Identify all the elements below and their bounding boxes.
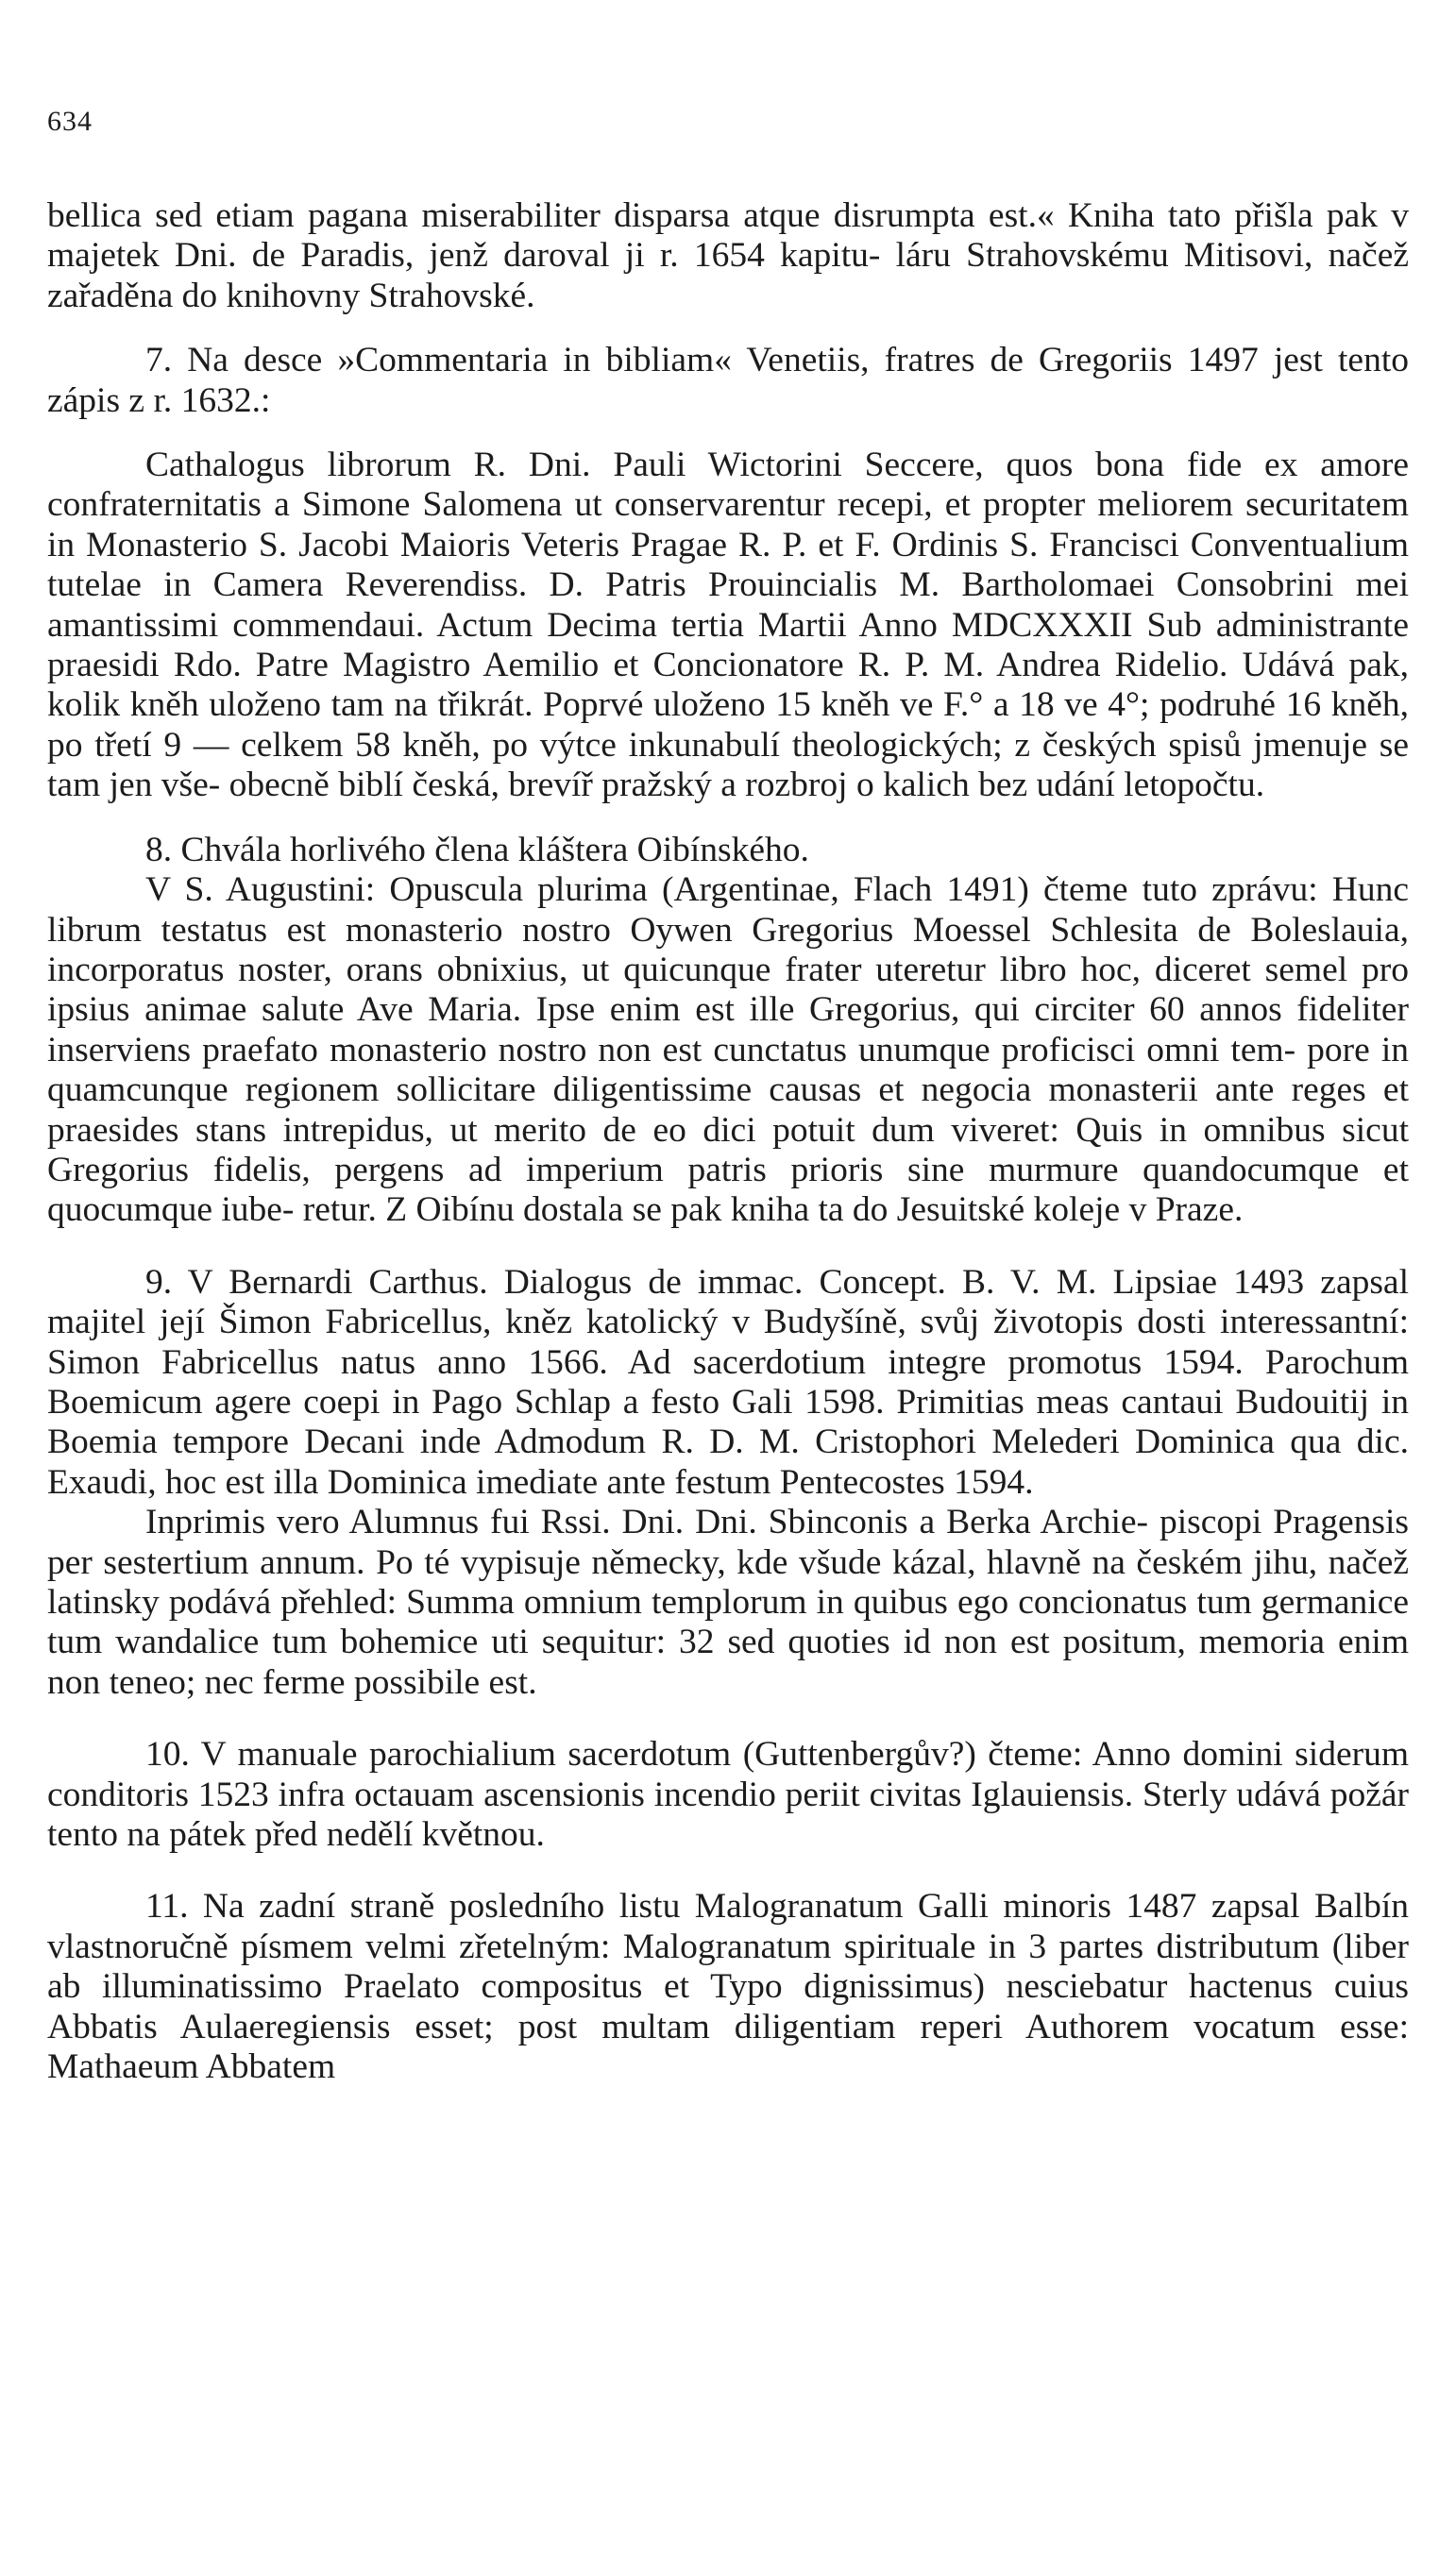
paragraph-augustini-note: V S. Augustini: Opuscula plurima (Argentinae, Flach 1491) čteme tuto zprávu: Hunc librum testatus est monasterio nostro Oywen Gregorius Moessel Schlesita de Boleslauia, incorporatus noster, orans obnixius, ut quicunque frater uteretur libro hoc, diceret semel pro ipsius animae salute Ave Maria. Ipse enim est ille Gregorius, qui circiter 60 annos fideliter inserviens praefato monasterio nostro non est cunctatus unumque proficisci omni tem- pore in quamcunque regionem sollicitare diligentissime causas et negocia monasterii ante reges et praesides stans intrepidus, ut merito de eo dici potuit dum viveret: Quis in omnibus sicut Gregorius fidelis, pergens ad imperium patris prioris sine murmure quandocumque et quocumque iube- retur. Z Oibínu dostala se pak kniha ta do Jesuitské koleje v Praze. (47, 870, 1409, 1230)
document-page (47, 0, 1409, 2576)
paragraph-continuation: bellica sed etiam pagana miserabiliter disparsa atque disrumpta est.« Kniha tato přišla pak v majetek Dni. de Paradis, jenž daroval ji r. 1654 kapitu- láru Strahovskému Mitisovi, načež zařaděna do knihovny Strahovské. (47, 196, 1409, 315)
paragraph-alumnus: Inprimis vero Alumnus fui Rssi. Dni. Dni. Sbinconis a Berka Archie- piscopi Pragensis per sestertium annum. Po té vypisuje německy, kde všude kázal, hlavně na českém jihu, načež latinsky podává přehled: Summa omnium templorum in quibus ego concionatus tum germanice tum wandalice tum bohemice uti sequitur: 32 sed quoties id non est positum, memoria enim non teneo; nec ferme possibile est. (47, 1503, 1409, 1702)
paragraph-item-8-heading: 8. Chvála horlivého člena kláštera Oibínského. (145, 830, 809, 869)
paragraph-item-10: 10. V manuale parochialium sacerdotum (Guttenbergův?) čteme: Anno domini siderum conditoris 1523 infra octauam ascensionis incendio periit civitas Iglauiensis. Sterly udává požár tento na pátek před nedělí květnou. (47, 1735, 1409, 1855)
paragraph-item-11: 11. Na zadní straně posledního listu Malogranatum Galli minoris 1487 zapsal Balbín vlastnoručně písmem velmi zřetelným: Malogranatum spirituale in 3 partes distributum (liber ab illuminatissimo Praelato compositus et Typo dignissimus) nesciebatur hactenus cuius Abbatis Aulaeregiensis esset; post multam diligentiam reperi Authorem vocatum esse: Mathaeum Abbatem (47, 1887, 1409, 2087)
page-number: 634 (47, 106, 93, 137)
paragraph-item-7: 7. Na desce »Commentaria in bibliam« Venetiis, fratres de Gregoriis 1497 jest tento zápis z r. 1632.: (47, 341, 1409, 420)
paragraph-catalogue-inscription: Cathalogus librorum R. Dni. Pauli Wictorini Seccere, quos bona fide ex amore confraternitatis a Simone Salomena ut conservarentur recepi, et propter meliorem securitatem in Monasterio S. Jacobi Maioris Veteris Pragae R. P. et F. Ordinis S. Francisci Conventualium tutelae in Camera Reverendiss. D. Patris Prouincialis M. Bartholomaei Consobrini mei amantissimi commendaui. Actum Decima tertia Martii Anno MDCXXXII Sub administrante praesidi Rdo. Patre Magistro Aemilio et Concionatore R. P. M. Andrea Ridelio. Udává pak, kolik kněh uloženo tam na třikrát. Poprvé uloženo 15 kněh ve F.° a 18 ve 4°; podruhé 16 kněh, po třetí 9 — celkem 58 kněh, po výtce inkunabulí theologických; z českých spisů jmenuje se tam jen vše- obecně biblí česká, brevíř pražský a rozbroj o kalich bez udání letopočtu. (47, 446, 1409, 805)
body-text (47, 196, 1409, 2087)
paragraph-item-9: 9. V Bernardi Carthus. Dialogus de immac. Concept. B. V. M. Lipsiae 1493 zapsal majitel její Šimon Fabricellus, kněz katolický v Budyšíně, svůj životopis dosti interessantní: Simon Fabricellus natus anno 1566. Ad sacerdotium integre promotus 1594. Parochum Boemicum agere coepi in Pago Schlap a festo Gali 1598. Primitias meas cantaui Budouitij in Boemia tempore Decani inde Admodum R. D. M. Cristophori Melederi Dominica qua dic. Exaudi, hoc est illa Dominica imediate ante festum Pentecostes 1594. (47, 1262, 1409, 1502)
